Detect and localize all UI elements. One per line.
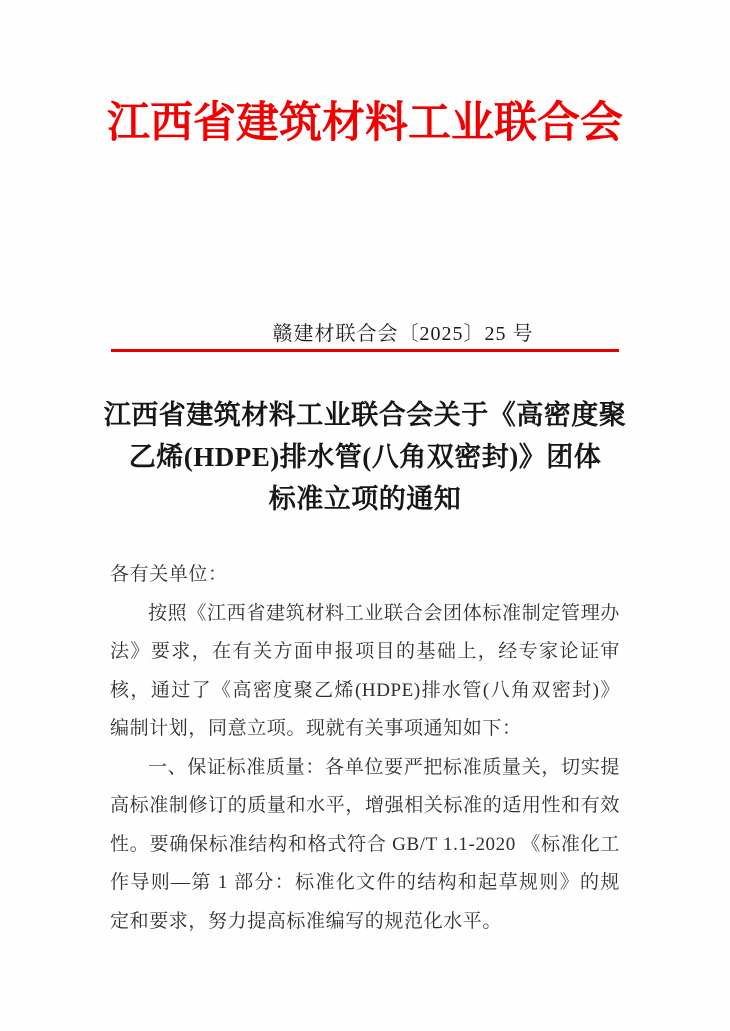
body-paragraph-1: 按照《江西省建筑材料工业联合会团体标准制定管理办法》要求，在有关方面申报项目的基础上，经专家论证审核，通过了《高密度聚乙烯(HDPE)排水管(八角双密封)》编制计划，同意立项。现就有关事项通知如下： [110,602,620,739]
notice-title-line-3: 标准立项的通知 [268,484,462,514]
notice-body [110,556,620,941]
body-paragraph-2: 一、保证标准质量：各单位要严把标准质量关，切实提高标准制修订的质量和水平，增强相关标准的适用性和有效性。要确保标准结构和格式符合 GB/T 1.1-2020 《标准化工作导则—第 1 部分：标准化文件的结构和起草规则》的规定和要求，努力提高标准编写的规范化水平。 [110,756,620,932]
salutation: 各有关单位： [110,564,228,585]
document-reference-number: 赣建材联合会〔2025〕25 号 [272,323,534,345]
notice-title-line-1: 江西省建筑材料工业联合会关于《高密度聚 [103,400,627,430]
notice-title [85,394,645,520]
notice-title-line-2: 乙烯(HDPE)排水管(八角双密封)》团体 [128,442,602,472]
letterhead-org-name: 江西省建筑材料工业联合会 [107,99,623,147]
red-divider-line [111,349,619,352]
